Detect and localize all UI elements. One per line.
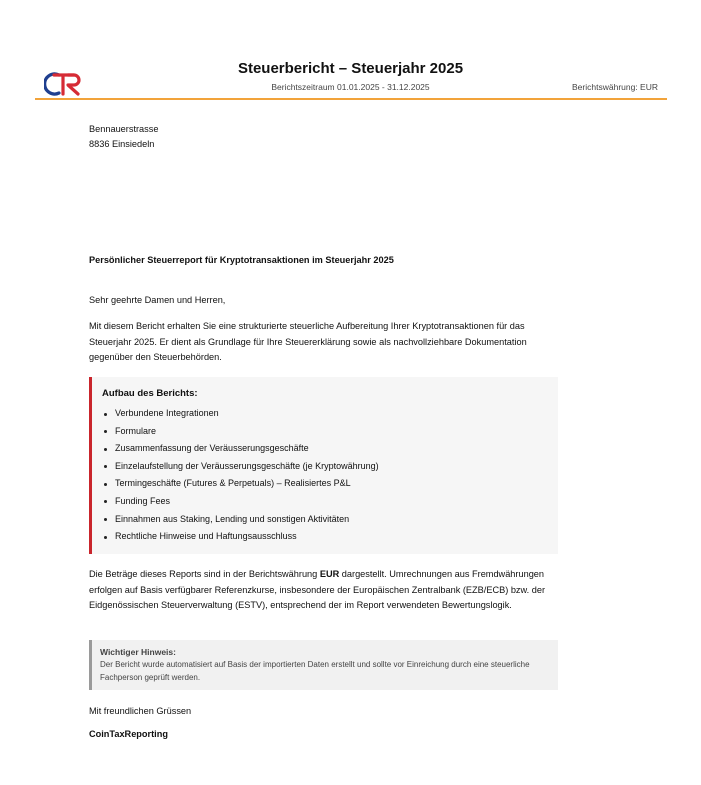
letter-intro: Mit diesem Bericht erhalten Sie eine strukturierte steuerliche Aufbereitung Ihrer Kryptotransaktionen für das Steuerjahr 2025. Er dient als Grundlage für Ihre Steuererklärung sowie als nachvollziehbare Dokumentation gegenüber den Steuerbehörden. — [89, 321, 527, 362]
important-notice — [89, 640, 558, 690]
letter-signature: CoinTaxReporting — [89, 729, 168, 739]
list-item: Einnahmen aus Staking, Lending und sonstigen Aktivitäten — [102, 511, 379, 529]
list-item: Formulare — [102, 423, 379, 441]
currency-para-after: dargestellt. Umrechnungen aus Fremdwährungen erfolgen auf Basis verfügbarer Referenzkurse, insbesondere der Europäischen Zentralbank (EZB/ECB) bzw. der Eidgenössischen Steuerverwaltung (ESTV), entsprechend der im Report verwendeten Bewertungslogik. — [89, 569, 546, 610]
list-item: Zusammenfassung der Veräusserungsgeschäfte — [102, 440, 379, 458]
notice-text: Der Bericht wurde automatisiert auf Basis der importierten Daten erstellt und sollte vor Einreichung durch eine steuerliche Fachperson geprüft werden. — [100, 660, 530, 682]
letter-salutation: Sehr geehrte Damen und Herren, — [89, 295, 226, 305]
address-city: 8836 Einsiedeln — [89, 139, 155, 149]
list-item: Termingeschäfte (Futures & Perpetuals) – Realisiertes P&L — [102, 475, 379, 493]
report-title: Steuerbericht – Steuerjahr 2025 — [237, 60, 464, 77]
list-item: Einzelaufstellung der Veräusserungsgeschäfte (je Kryptowährung) — [102, 458, 379, 476]
currency-paragraph — [89, 567, 559, 614]
report-structure-box — [89, 377, 558, 554]
report-period: Berichtszeitraum 01.01.2025 - 31.12.2025 — [271, 82, 430, 92]
notice-title: Wichtiger Hinweis: — [100, 647, 176, 657]
address-street: Bennauerstrasse — [89, 124, 159, 134]
structure-list — [102, 405, 379, 546]
currency-para-before: Die Beträge dieses Reports sind in der Berichtswährung — [89, 569, 320, 579]
structure-title: Aufbau des Berichts: — [102, 388, 198, 399]
header-divider — [35, 98, 667, 100]
currency-para-currency: EUR — [319, 569, 340, 579]
report-currency: Berichtswährung: EUR — [572, 82, 658, 92]
list-item: Funding Fees — [102, 493, 379, 511]
letter-closing: Mit freundlichen Grüssen — [89, 706, 192, 716]
list-item: Verbundene Integrationen — [102, 405, 379, 423]
letter-subject: Persönlicher Steuerreport für Kryptotransaktionen im Steuerjahr 2025 — [89, 255, 394, 265]
recipient-address — [89, 122, 158, 152]
list-item: Rechtliche Hinweise und Haftungsausschluss — [102, 528, 379, 546]
